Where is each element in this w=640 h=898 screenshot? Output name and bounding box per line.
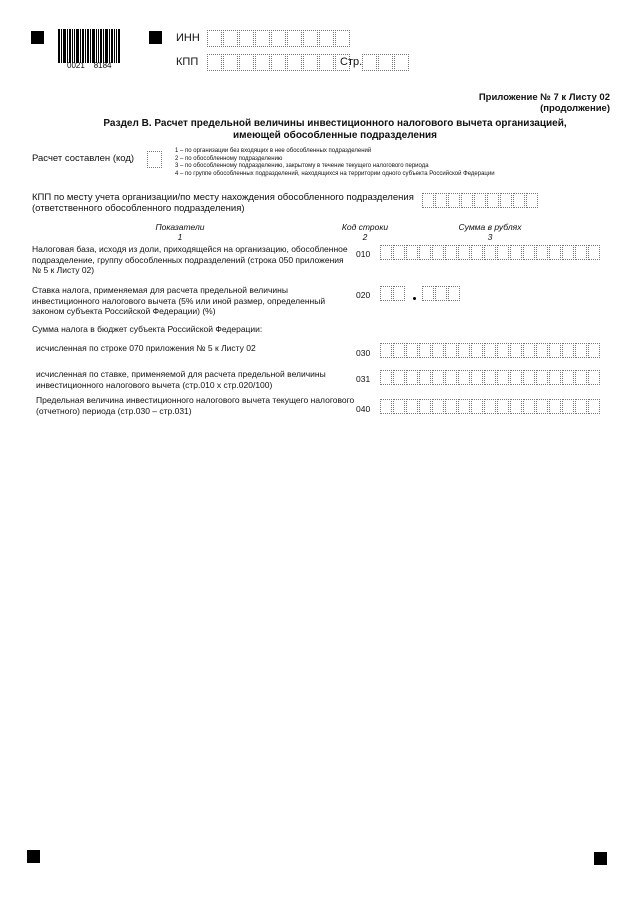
appendix-line-1: Приложение № 7 к Листу 02 — [478, 92, 610, 103]
sum-header: Сумма налога в бюджет субъекта Российской Федерации: — [32, 324, 263, 334]
row-040-code: 040 — [356, 404, 371, 414]
col-indicators-header — [130, 222, 230, 242]
bottom-left-marker — [27, 850, 40, 863]
top-left-marker — [31, 31, 44, 44]
row-030-code: 030 — [356, 348, 371, 358]
composed-label: Расчет составлен (код) — [32, 153, 135, 164]
composed-code-cell[interactable] — [147, 151, 162, 168]
col-code-num: 2 — [362, 232, 368, 242]
bottom-right-marker — [594, 852, 607, 865]
row-010-cells[interactable] — [380, 245, 600, 260]
col-indicators-num: 1 — [177, 232, 183, 242]
kpp-place-cells[interactable] — [422, 193, 538, 208]
kpp-label: КПП — [176, 56, 199, 68]
row-010-code: 010 — [356, 249, 371, 259]
barcode — [58, 29, 138, 63]
kpp-place-line-1: КПП по месту учета организации/по месту нахождения обособленного подразделения — [32, 192, 414, 203]
row-040-cells[interactable] — [380, 399, 600, 414]
appendix-title — [479, 92, 610, 114]
inn-cells[interactable] — [207, 30, 350, 47]
row-020-int-cells[interactable] — [380, 286, 405, 301]
inn-label: ИНН — [176, 32, 200, 44]
kpp-place-line-2: (ответственного обособленного подразделения) — [32, 203, 245, 214]
row-031-code: 031 — [356, 374, 371, 384]
row-031-cells[interactable] — [380, 370, 600, 385]
col-sum-num: 3 — [487, 232, 493, 242]
composed-option-3: 3 – по обособленному подразделению, закрытому в течение текущего налогового периода — [175, 163, 429, 169]
top-right-marker — [149, 31, 162, 44]
row-020-text: Ставка налога, применяемая для расчета предельной величины инвестиционного налогового вычета (5% или иной размер, определенный законом субъекта Российской Федерации) (%) — [32, 285, 326, 316]
row-040-text: Предельная величина инвестиционного налогового вычета текущего налогового (отчетного) периода (стр.030 – стр.031) — [36, 395, 355, 416]
row-030-text: исчисленная по строке 070 приложения № 5 к Листу 02 — [36, 343, 256, 353]
section-title — [60, 118, 610, 142]
col-sum-header — [440, 222, 540, 242]
row-030-cells[interactable] — [380, 343, 600, 358]
col-indicators-label: Показатели — [155, 222, 205, 232]
row-010-text: Налоговая база, исходя из доли, приходящейся на организацию, обособленное подразделение, группу обособленных подразделений (строка 050 приложения № 5 к Листу 02) — [32, 244, 348, 275]
kpp-place-label — [32, 192, 414, 214]
row-031-text: исчисленная по ставке, применяемой для расчета предельной величины инвестиционного налогового вычета (стр.010 х стр.020/100) — [36, 369, 326, 390]
barcode-number: 0021 8184 — [67, 61, 112, 70]
section-title-line-1: Раздел В. Расчет предельной величины инвестиционного налогового вычета организацией, — [103, 118, 567, 129]
appendix-line-2: (продолжение) — [540, 103, 610, 114]
page-cells[interactable] — [362, 54, 409, 71]
composed-options — [175, 148, 595, 178]
row-020-code: 020 — [356, 290, 371, 300]
page-label: Стр. — [340, 56, 363, 68]
composed-option-4: 4 – по группе обособленных подразделений, находящихся на территории одного субъекта Российской Федерации — [175, 170, 495, 177]
composed-option-2: 2 – по обособленному подразделению — [175, 155, 283, 162]
composed-option-1: 1 – по организации без входящих в нее обособленных подразделений — [175, 148, 372, 154]
kpp-cells[interactable] — [207, 54, 350, 71]
col-code-header — [330, 222, 400, 242]
col-sum-label: Сумма в рублях — [458, 222, 522, 232]
col-code-label: Код строки — [341, 222, 389, 232]
section-title-line-2: имеющей обособленные подразделения — [232, 130, 437, 141]
decimal-point — [413, 297, 416, 300]
row-020-frac-cells[interactable] — [422, 286, 460, 301]
